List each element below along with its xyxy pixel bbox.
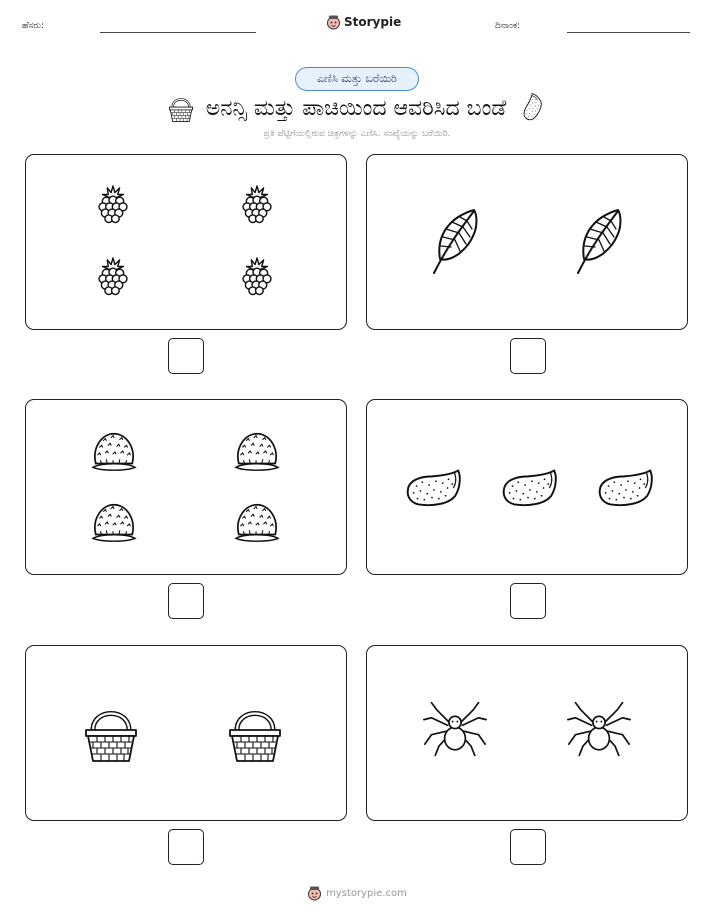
storypie-mascot-icon (326, 14, 341, 30)
activity-badge: ಎಣಿಸಿ ಮತ್ತು ಬರೆಯಿರಿ (295, 67, 419, 91)
leaf-icon (429, 207, 481, 277)
date-line[interactable] (567, 32, 690, 33)
count-box-moss-rocks (25, 399, 347, 575)
count-box-raspberries (25, 154, 347, 330)
leaf-icon (573, 207, 625, 277)
raspberry-icon (238, 254, 276, 298)
answer-box-spiders[interactable] (510, 829, 546, 865)
answer-box-raspberries[interactable] (168, 338, 204, 374)
name-line[interactable] (100, 32, 256, 33)
yam-icon (595, 458, 655, 518)
moss-rock-icon (233, 428, 281, 474)
spider-icon (566, 700, 632, 760)
basket-icon (168, 93, 194, 123)
raspberry-icon (238, 182, 276, 226)
name-label: ಹೆಸರು: (22, 21, 45, 31)
basket-icon (83, 699, 139, 765)
raspberry-icon (94, 182, 132, 226)
moss-rock-icon (90, 499, 138, 545)
raspberry-icon (94, 254, 132, 298)
count-box-spiders (366, 645, 688, 821)
storypie-mascot-icon (307, 885, 322, 901)
spider-icon (422, 700, 488, 760)
answer-box-moss-rocks[interactable] (168, 583, 204, 619)
basket-icon (227, 699, 283, 765)
yam-icon (499, 458, 559, 518)
instructions: ಪ್ರತಿ ಪೆಟ್ಟಿಗೆಯಲ್ಲಿರುವ ಚಿತ್ರಗಳನ್ನು ಎಣಿಸಿ. ಸಂಖ್ಯೆಯನ್ನು ಬರೆಯಿರಿ. (263, 129, 451, 139)
answer-box-leaves[interactable] (510, 338, 546, 374)
yam-icon (514, 89, 551, 127)
worksheet-title: ಅನನ್ಸಿ ಮತ್ತು ಪಾಚಿಯಿಂದ ಆವರಿಸಿದ ಬಂಡೆ (205, 95, 507, 121)
count-box-yams (366, 399, 688, 575)
brand-name: Storypie (344, 15, 402, 29)
moss-rock-icon (90, 428, 138, 474)
title-row (0, 92, 714, 124)
footer (0, 885, 714, 901)
footer-url[interactable]: mystorypie.com (326, 887, 407, 899)
yam-icon (403, 458, 463, 518)
count-box-baskets (25, 645, 347, 821)
answer-box-baskets[interactable] (168, 829, 204, 865)
count-box-leaves (366, 154, 688, 330)
brand-logo (326, 14, 401, 30)
answer-box-yams[interactable] (510, 583, 546, 619)
moss-rock-icon (233, 499, 281, 545)
date-label: ದಿನಾಂಕ: (495, 21, 521, 31)
